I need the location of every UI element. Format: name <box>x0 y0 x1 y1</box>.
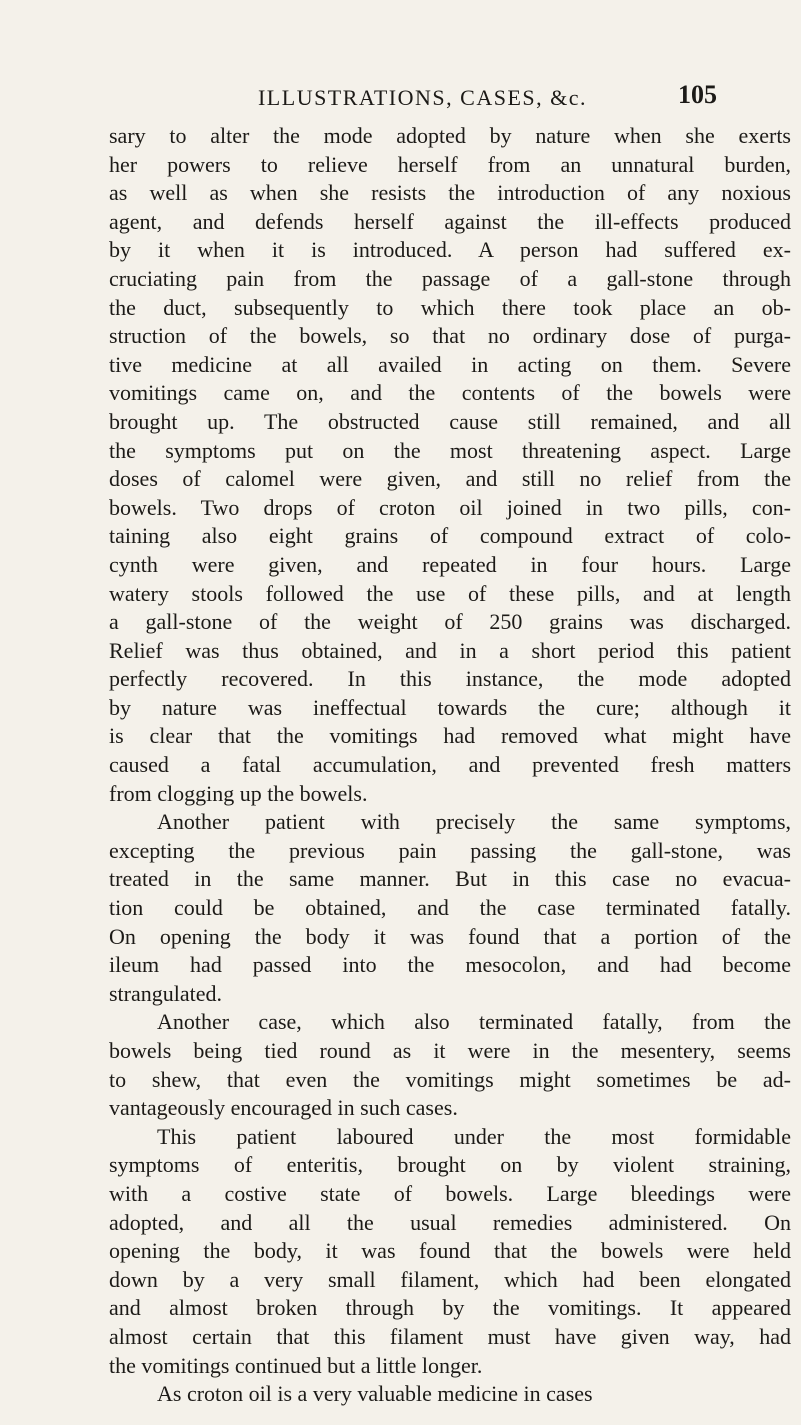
text-line: with a costive state of bowels. Large bleedings were <box>109 1180 791 1206</box>
text-line: by nature was ineffectual towards the cure; although it <box>109 694 791 720</box>
text-line: symptoms of enteritis, brought on by violent straining, <box>109 1152 791 1178</box>
body-text <box>109 122 791 1409</box>
text-line: tion could be obtained, and the case terminated fatally. <box>109 895 791 921</box>
text-line: taining also eight grains of compound extract of colo- <box>109 523 791 549</box>
text-line: a gall-stone of the weight of 250 grains was discharged. <box>109 609 791 635</box>
text-line: Another patient with precisely the same symptoms, <box>157 809 791 835</box>
text-line: to shew, that even the vomitings might sometimes be ad- <box>109 1066 791 1092</box>
text-line: ileum had passed into the mesocolon, and had become <box>109 952 791 978</box>
text-line: doses of calomel were given, and still no relief from the <box>109 466 791 492</box>
text-line: sary to alter the mode adopted by nature when she exerts <box>109 123 791 148</box>
text-line: as well as when she resists the introduction of any noxious <box>109 180 791 206</box>
text-line: down by a very small filament, which had been elongated <box>109 1266 791 1292</box>
text-line: vomitings came on, and the contents of the bowels were <box>109 380 791 406</box>
text-line: cynth were given, and repeated in four hours. Large <box>109 551 791 577</box>
text-line: strangulated. <box>109 980 223 1006</box>
text-line: Relief was thus obtained, and in a short period this patient <box>109 637 791 663</box>
text-line: On opening the body it was found that a portion of the <box>109 923 791 949</box>
text-line: bowels. Two drops of croton oil joined in two pills, con- <box>109 494 791 520</box>
text-line: opening the body, it was found that the bowels were held <box>109 1238 791 1264</box>
text-line: treated in the same manner. But in this case no evacua- <box>109 866 791 892</box>
text-line: is clear that the vomitings had removed what might have <box>109 723 791 749</box>
text-line: her powers to relieve herself from an unnatural burden, <box>109 151 791 177</box>
running-head: ILLUSTRATIONS, CASES, &c. <box>257 85 587 110</box>
text-line: tive medicine at all availed in acting on them. Severe <box>109 351 791 377</box>
text-line: the vomitings continued but a little longer. <box>109 1352 483 1378</box>
page-number: 105 <box>678 80 717 109</box>
text-line: caused a fatal accumulation, and prevented fresh matters <box>109 752 791 778</box>
text-line: agent, and defends herself against the ill-effects produced <box>109 208 791 234</box>
text-line: bowels being tied round as it were in the mesentery, seems <box>109 1038 791 1063</box>
text-line: cruciating pain from the passage of a gall-stone through <box>109 265 791 291</box>
text-line: brought up. The obstructed cause still remained, and all <box>109 408 791 434</box>
text-line: struction of the bowels, so that no ordinary dose of purga- <box>109 323 791 349</box>
text-line: the symptoms put on the most threatening aspect. Large <box>109 437 791 463</box>
text-line: As croton oil is a very valuable medicine in cases <box>157 1381 593 1407</box>
text-line: from clogging up the bowels. <box>109 780 368 806</box>
text-line: This patient laboured under the most formidable <box>157 1123 791 1149</box>
text-line: almost certain that this filament must have given way, had <box>109 1323 791 1349</box>
text-line: the duct, subsequently to which there took place an ob- <box>109 294 791 320</box>
text-line: perfectly recovered. In this instance, the mode adopted <box>109 666 791 692</box>
text-line: and almost broken through by the vomitings. It appeared <box>109 1295 791 1321</box>
text-line: by it when it is introduced. A person had suffered ex- <box>109 237 791 263</box>
text-line: vantageously encouraged in such cases. <box>109 1095 458 1121</box>
text-line: adopted, and all the usual remedies administered. On <box>109 1209 791 1235</box>
text-line: watery stools followed the use of these pills, and at length <box>109 580 791 606</box>
text-line: Another case, which also terminated fatally, from the <box>157 1009 791 1035</box>
text-line: excepting the previous pain passing the gall-stone, was <box>109 837 791 863</box>
